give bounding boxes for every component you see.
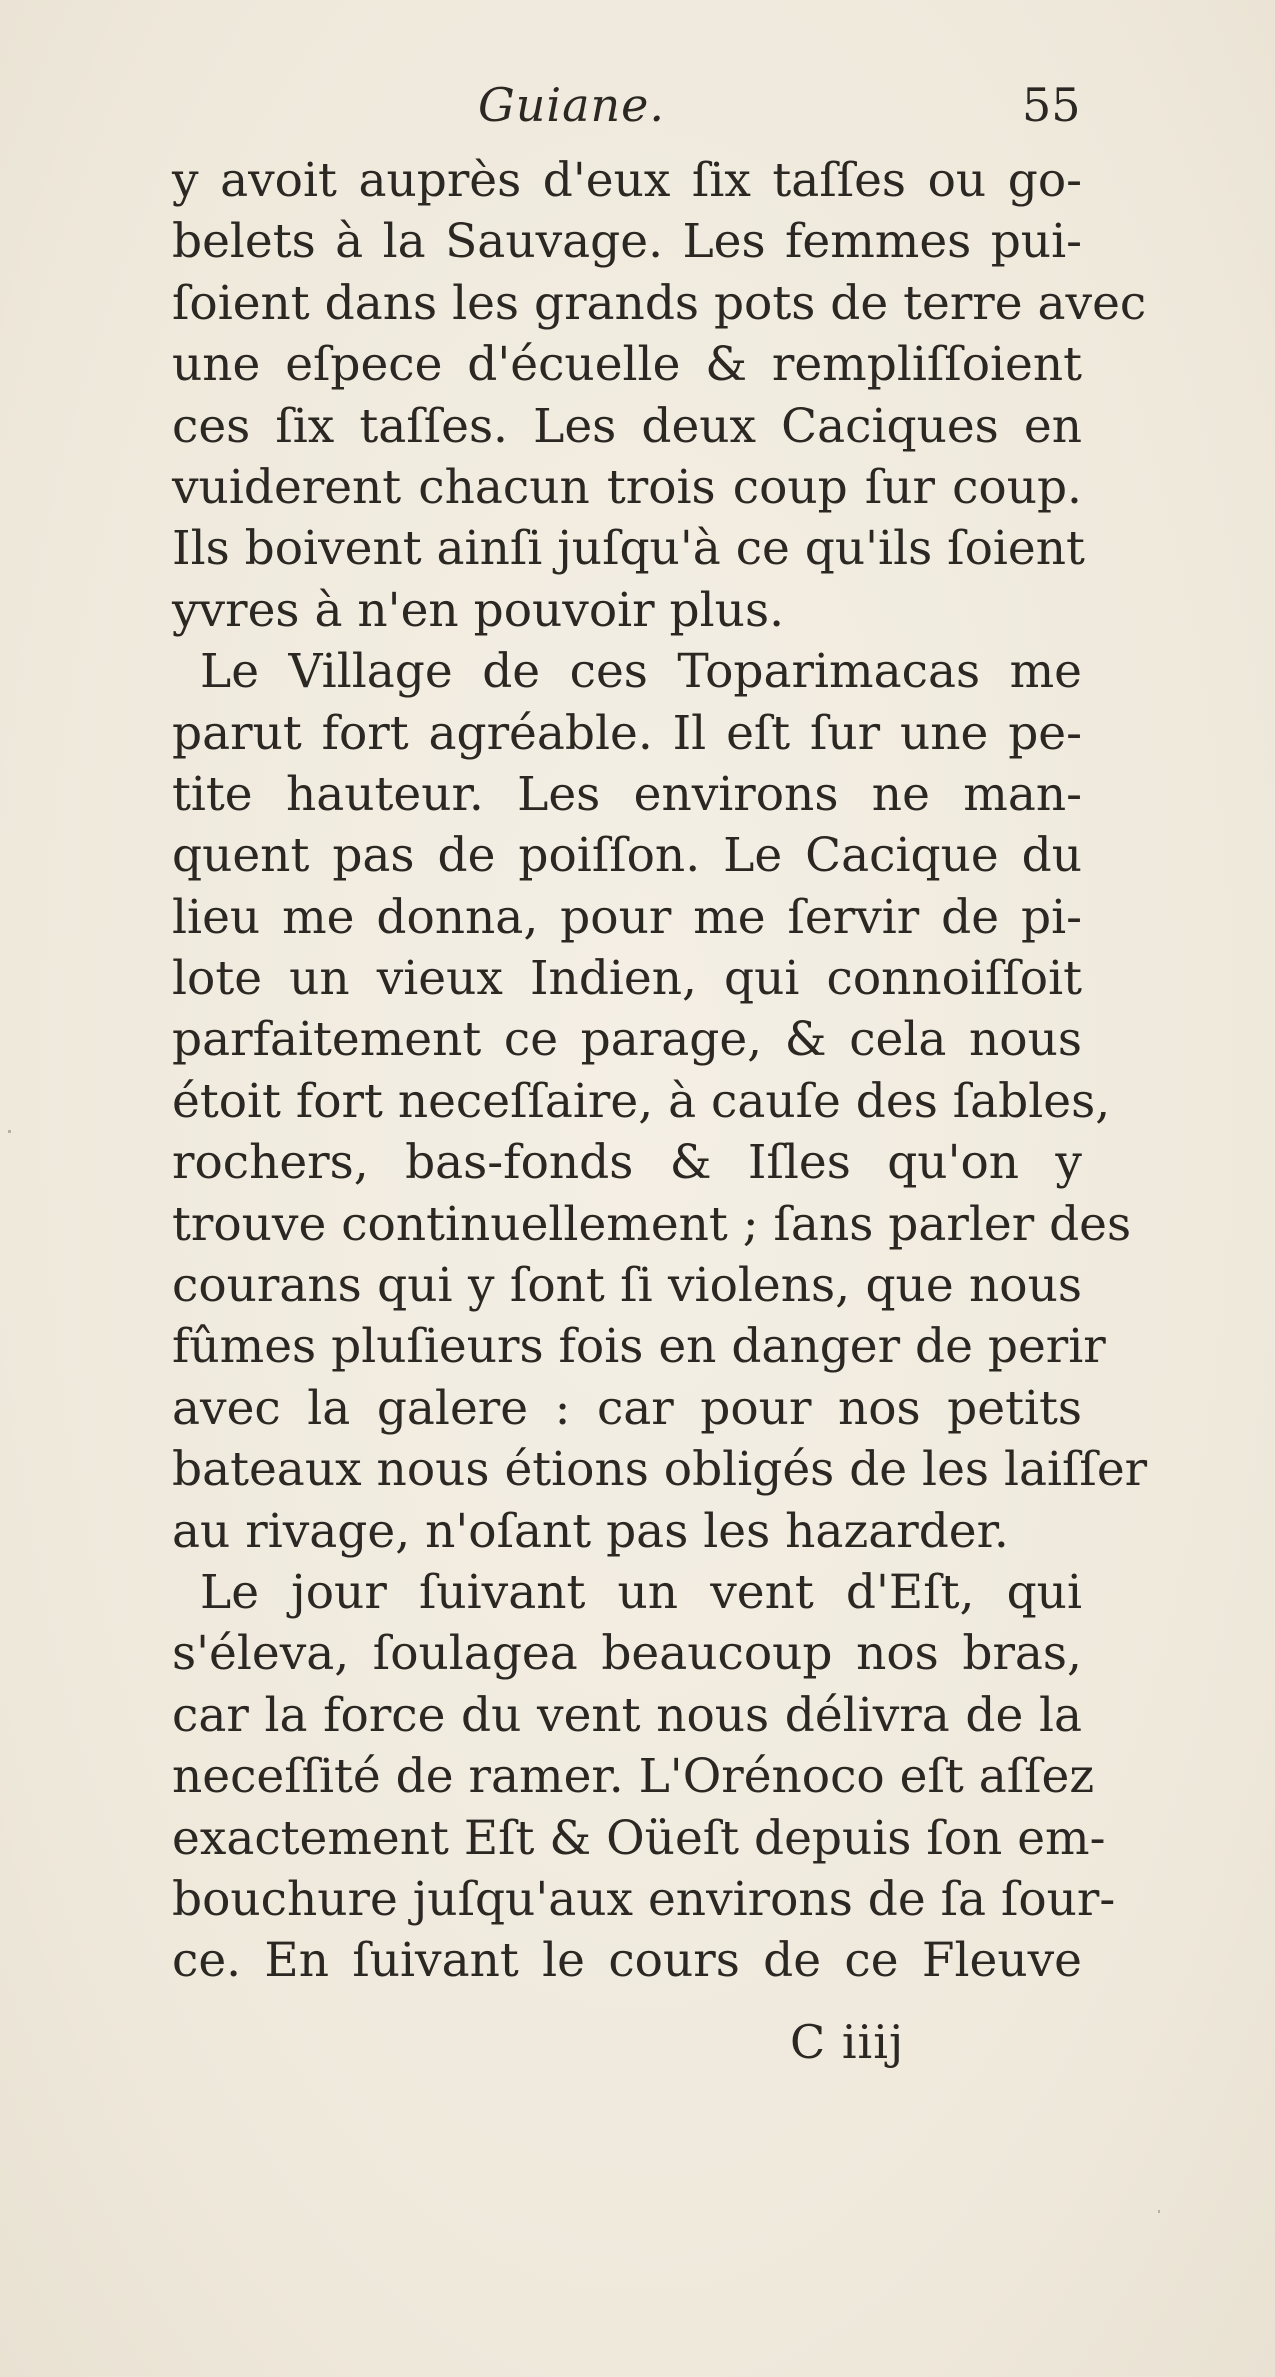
running-head: Guiane. — [478, 78, 665, 132]
text-line: belets à la Sauvage. Les femmes pui- — [172, 214, 1082, 270]
text-line: s'éleva, ſoulagea beaucoup nos bras, — [172, 1626, 1082, 1682]
text-line: y avoit auprès d'eux ſix taſſes ou go- — [172, 153, 1082, 208]
text-line: Le Village de ces Toparimacas me — [200, 644, 1082, 700]
text-line: exactement Eſt & Oüeſt depuis ſon em- — [172, 1810, 1106, 1866]
text-line: au rivage, n'oſant pas les hazarder. — [172, 1503, 1009, 1559]
text-line: rochers, bas-fonds & Iſles qu'on y — [172, 1135, 1082, 1191]
text-line: tite hauteur. Les environs ne man- — [172, 766, 1082, 822]
page-header — [0, 78, 1275, 148]
text-line: neceſſité de ramer. L'Orénoco eſt aſſez — [172, 1749, 1095, 1805]
text-line: quent pas de poiſſon. Le Cacique du — [172, 828, 1082, 884]
text-line: avec la galere : car pour nos petits — [172, 1380, 1082, 1436]
body-text — [172, 150, 1148, 1992]
text-line: bouchure juſqu'aux environs de ſa ſour- — [172, 1871, 1116, 1927]
text-line: vuiderent chacun trois coup ſur coup. — [172, 459, 1082, 515]
text-line: lote un vieux Indien, qui connoiſſoit — [172, 951, 1082, 1007]
text-line: parut fort agréable. Il eſt ſur une pe- — [172, 705, 1082, 761]
signature-mark: C iiij — [790, 2015, 905, 2069]
text-line: Le jour ſuivant un vent d'Eſt, qui — [200, 1564, 1082, 1620]
text-line: lieu me donna, pour me ſervir de pi- — [172, 889, 1082, 945]
text-line: parfaitement ce parage, & cela nous — [172, 1012, 1082, 1068]
text-line: ce. En ſuivant le cours de ce Fleuve — [172, 1933, 1082, 1989]
text-line: une eſpece d'écuelle & rempliſſoient — [172, 337, 1082, 393]
page-number: 55 — [1022, 78, 1081, 132]
text-line: ces ſix taſſes. Les deux Caciques en — [172, 398, 1082, 454]
text-line: car la force du vent nous délivra de la — [172, 1687, 1082, 1743]
text-line: étoit fort neceſſaire, à cauſe des ſables, — [172, 1073, 1111, 1129]
text-line: bateaux nous étions obligés de les laiſſer — [172, 1442, 1148, 1498]
text-line: ſoient dans les grands pots de terre avec — [172, 275, 1147, 331]
margin-speck — [1158, 2210, 1160, 2213]
text-line: Ils boivent ainſi juſqu'à ce qu'ils ſoient — [172, 521, 1085, 577]
margin-speck — [8, 1130, 11, 1133]
text-line: trouve continuellement ; ſans parler des — [172, 1196, 1132, 1252]
text-line: courans qui y ſont ſi violens, que nous — [172, 1258, 1082, 1314]
text-line: fûmes pluſieurs fois en danger de perir — [172, 1319, 1106, 1375]
text-line: yvres à n'en pouvoir plus. — [172, 582, 785, 638]
